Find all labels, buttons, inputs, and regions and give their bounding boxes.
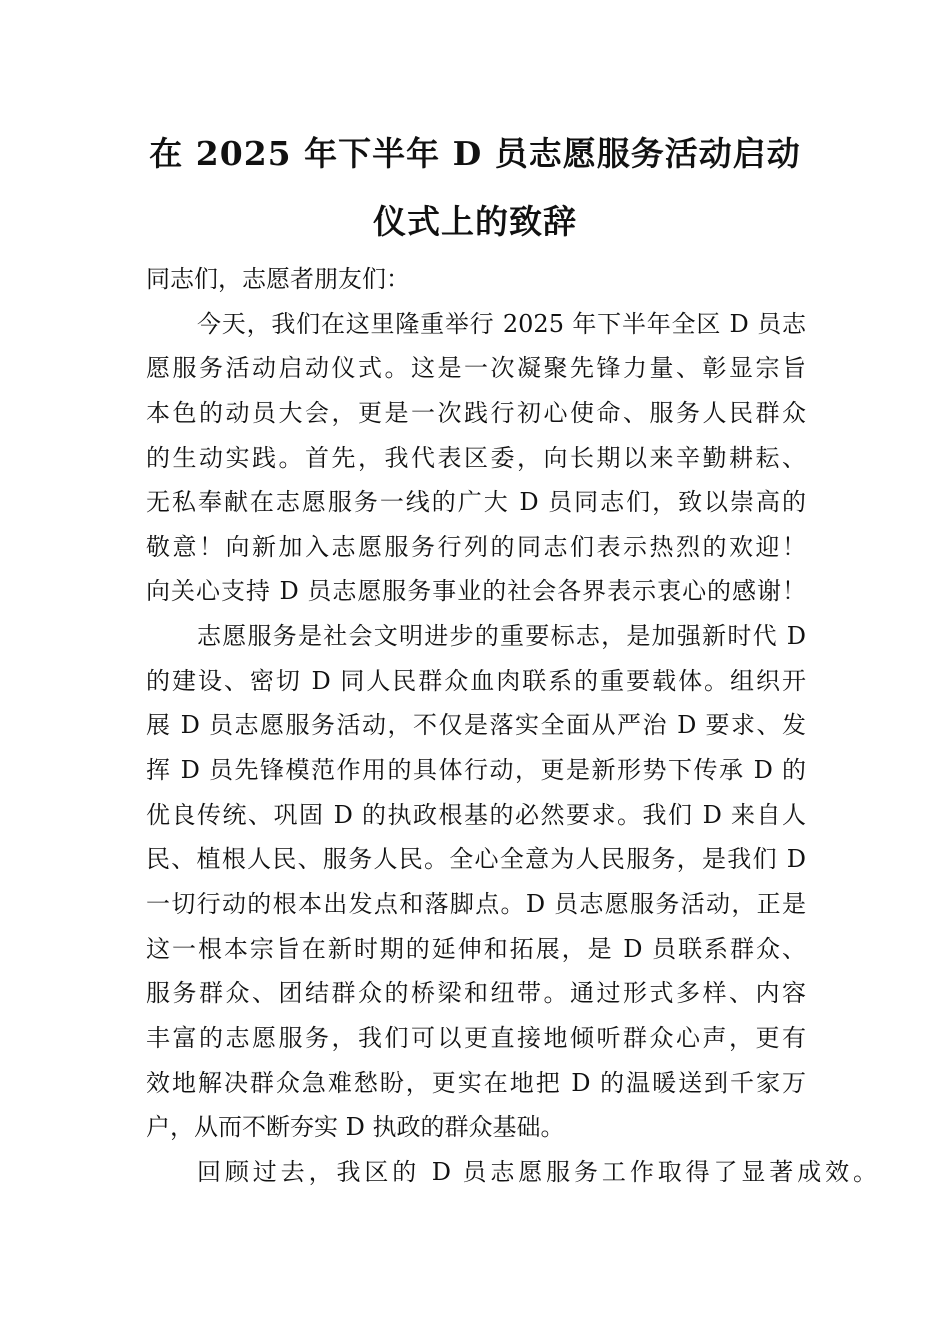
text-line: 服务群众、团结群众的桥梁和纽带。通过形式多样、内容 — [146, 979, 806, 1008]
document-body — [146, 262, 877, 1199]
text-line: 效地解决群众急难愁盼，更实在地把 D 的温暖送到千家万 — [146, 1068, 806, 1097]
text-line: 的生动实践。首先，我代表区委，向长期以来辛勤耕耘、 — [146, 443, 806, 472]
text-line: 今天，我们在这里隆重举行 2025 年下半年全区 D 员志 — [197, 309, 806, 338]
text-line: 愿服务活动启动仪式。这是一次凝聚先锋力量、彰显宗旨 — [146, 354, 806, 383]
text-line: 挥 D 员先锋模范作用的具体行动，更是新形势下传承 D 的 — [146, 756, 806, 785]
text-line: 向关心支持 D 员志愿服务事业的社会各界表示衷心的感谢！ — [146, 577, 806, 606]
text-line: 一切行动的根本出发点和落脚点。D 员志愿服务活动，正是 — [146, 889, 806, 918]
text-line: 这一根本宗旨在新时期的延伸和拓展，是 D 员联系群众、 — [146, 934, 806, 963]
document-title-line-1: 在 2025 年下半年 D 员志愿服务活动启动 — [149, 134, 801, 173]
text-line: 同志们，志愿者朋友们： — [146, 265, 410, 293]
text-line: 展 D 员志愿服务活动，不仅是落实全面从严治 D 要求、发 — [146, 711, 806, 740]
text-line: 回顾过去，我区的 D 员志愿服务工作取得了显著成效。 — [197, 1157, 877, 1186]
document-title-line-2: 仪式上的致辞 — [373, 202, 577, 241]
text-line: 户，从而不断夯实 D 执政的群众基础。 — [146, 1113, 565, 1142]
text-line: 的建设、密切 D 同人民群众血肉联系的重要载体。组织开 — [146, 666, 806, 695]
text-line: 优良传统、巩固 D 的执政根基的必然要求。我们 D 来自人 — [146, 800, 806, 829]
text-line: 丰富的志愿服务，我们可以更直接地倾听群众心声，更有 — [146, 1023, 806, 1052]
text-line: 本色的动员大会，更是一次践行初心使命、服务人民群众 — [146, 398, 806, 427]
text-line: 无私奉献在志愿服务一线的广大 D 员同志们，致以崇高的 — [146, 488, 806, 517]
text-line: 敬意！向新加入志愿服务行列的同志们表示热烈的欢迎！ — [146, 532, 806, 561]
text-line: 民、植根人民、服务人民。全心全意为人民服务，是我们 D — [146, 845, 806, 874]
text-line: 志愿服务是社会文明进步的重要标志，是加强新时代 D — [197, 622, 806, 651]
